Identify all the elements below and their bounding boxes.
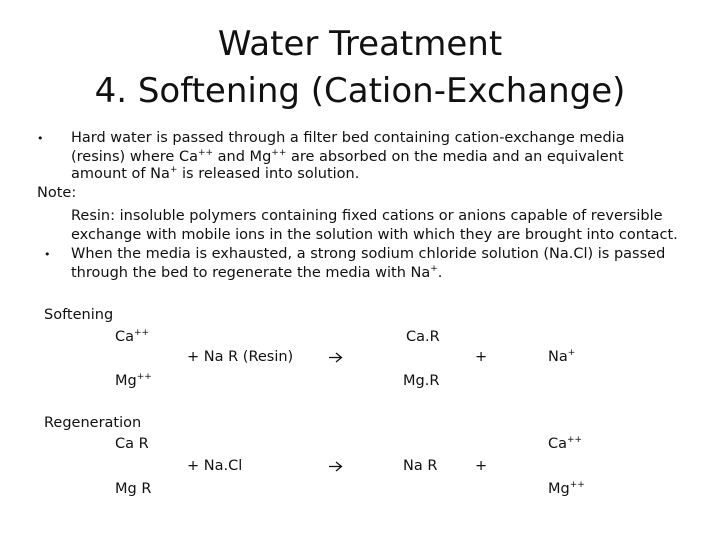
regeneration-ca-ion: Ca++ (548, 435, 583, 452)
slide-title-line-2: 4. Softening (Cation-Exchange) (94, 71, 626, 111)
bullet-marker: • (37, 132, 44, 145)
softening-heading: Softening (44, 307, 114, 323)
regeneration-plus: + (475, 458, 488, 474)
softening-reagent: + Na R (Resin) (187, 349, 294, 365)
regeneration-ca-r: Ca R (115, 436, 149, 452)
note-line1: Resin: insoluble polymers containing fixed cations or anions capable of reversible (71, 208, 663, 224)
regeneration-product-na-r: Na R (403, 458, 438, 474)
softening-na-ion: Na+ (548, 348, 576, 365)
softening-product-ca-r: Ca.R (406, 329, 440, 345)
regeneration-mg-ion: Mg++ (548, 480, 585, 497)
softening-mg-ion: Mg++ (115, 372, 152, 389)
regeneration-reagent: + Na.Cl (187, 458, 243, 474)
note-line2: exchange with mobile ions in the solution with which they are brought into contact. (71, 227, 678, 243)
softening-plus: + (475, 349, 488, 365)
slide-title-line-1: Water Treatment (217, 24, 503, 64)
bullet-marker: • (44, 248, 51, 261)
regeneration-mg-r: Mg R (115, 481, 152, 497)
bullet1-line3: amount of Na+ is released into solution. (71, 165, 360, 182)
regeneration-heading: Regeneration (44, 415, 142, 431)
softening-product-mg-r: Mg.R (403, 373, 440, 389)
softening-ca-ion: Ca++ (115, 328, 150, 345)
bullet2-line2: through the bed to regenerate the media with Na+. (71, 264, 443, 281)
bullet1-line2: (resins) where Ca++ and Mg++ are absorbed on the media and an equivalent (71, 148, 624, 165)
bullet2-line1: When the media is exhausted, a strong sodium chloride solution (Na.Cl) is passed (71, 246, 666, 262)
note-label: Note: (37, 185, 77, 201)
reaction-arrow-icon (329, 461, 343, 472)
reaction-arrow-icon (329, 352, 343, 363)
bullet1-line1: Hard water is passed through a filter bed containing cation-exchange media (71, 130, 625, 146)
